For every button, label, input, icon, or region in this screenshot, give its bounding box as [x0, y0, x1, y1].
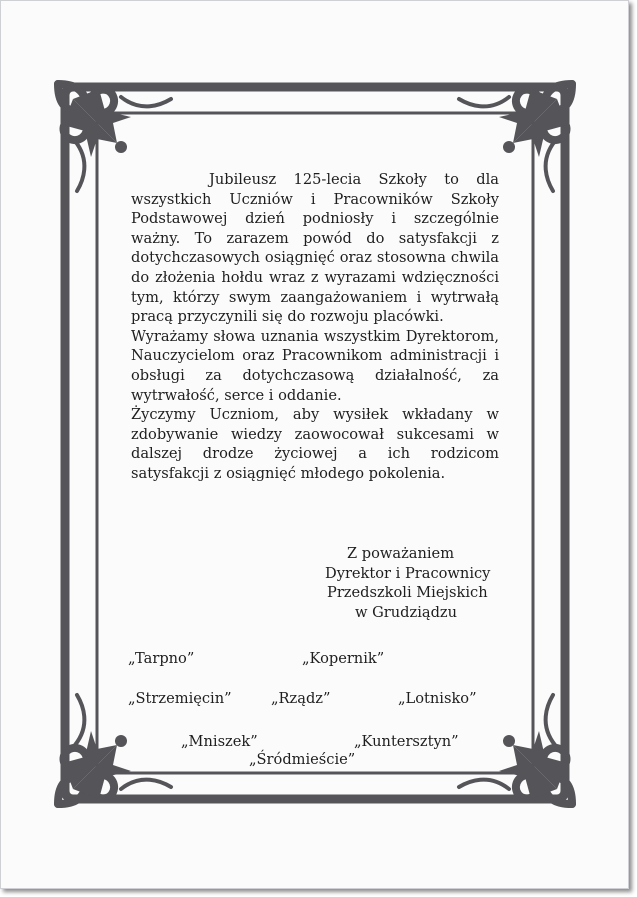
school-name-srodmiescie: „Śródmieście”	[249, 751, 356, 768]
school-name-kopernik: „Kopernik”	[302, 650, 385, 667]
letter-paragraph-1: Jubileusz 125-lecia Szkoły to dla wszystkich Uczniów i Pracowników Szkoły Podstawowej dzień podniosły i szczególnie ważny. To zarazem powód do satysfakcji z dotychczasowych osiągnięć oraz stosowna chwila do złożenia hołdu wraz z wyrazami wdzięczności tym, którzy swym zaangażowaniem i wytrwałą pracą przyczynili się do rozwoju placówki.	[131, 171, 499, 326]
signature-block	[300, 544, 520, 622]
letter-body	[131, 170, 499, 484]
signature-line: Przedszkoli Miejskich	[327, 584, 488, 602]
school-name-strzemiecin: „Strzemięcin”	[128, 690, 232, 707]
letter-paragraph-2: Wyrażamy słowa uznania wszystkim Dyrektorom, Nauczycielom oraz Pracownikom administracji i obsługi za dotychczasową działalność, za wytrwałość, serce i oddanie.	[131, 327, 499, 404]
school-name-tarpno: „Tarpno”	[128, 650, 195, 667]
signature-line: w Grudziądzu	[355, 603, 457, 621]
school-name-mniszek: „Mniszek”	[181, 733, 258, 750]
school-name-kuntersztyn: „Kuntersztyn”	[354, 733, 459, 750]
signature-line: Z poważaniem	[347, 545, 455, 562]
school-name-rzadz: „Rządz”	[271, 690, 331, 707]
letter-paragraph-3: Życzymy Uczniom, aby wysiłek wkładany w zdobywanie wiedzy zaowocował sukcesami w dalszej drodze życiowej a ich rodzicom satysfakcji z osiągnięć młodego pokolenia.	[131, 406, 499, 482]
signature-line: Dyrektor i Pracownicy	[325, 564, 491, 582]
school-name-lotnisko: „Lotnisko”	[398, 690, 477, 707]
